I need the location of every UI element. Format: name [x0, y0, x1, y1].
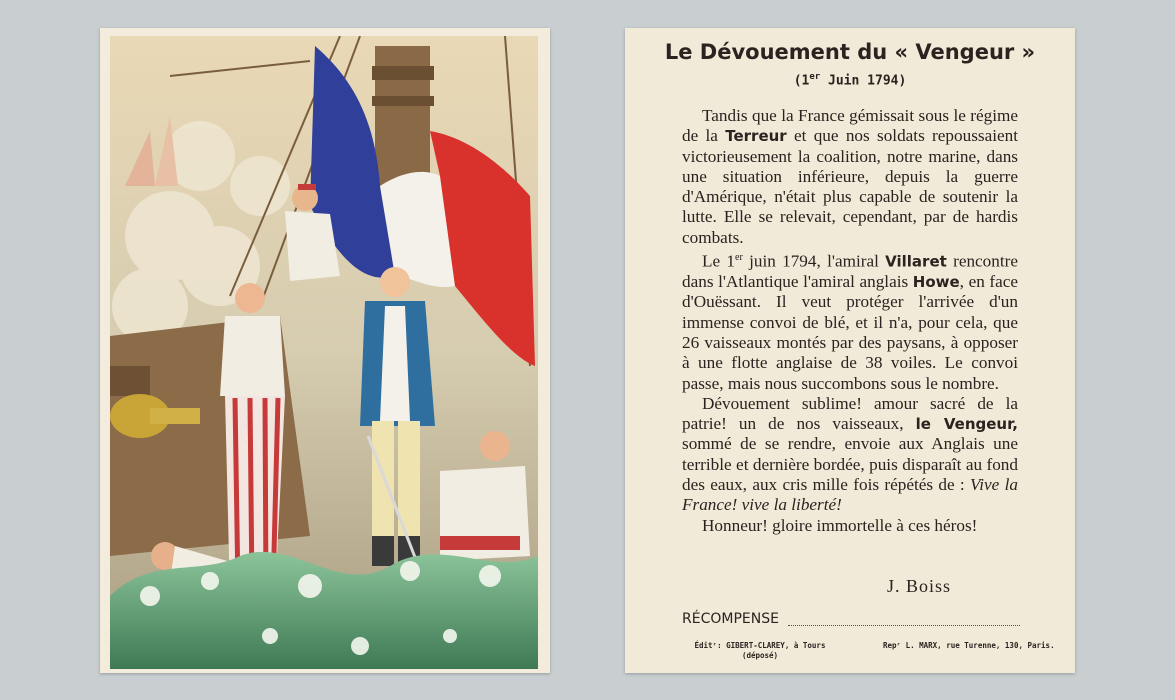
- reward-label: RÉCOMPENSE: [682, 611, 779, 627]
- naval-battle-illustration: [110, 36, 538, 669]
- paragraph-honneur: Honneur! gloire immortelle à ces héros!: [702, 515, 978, 535]
- card-date: (1er Juin 1794): [793, 72, 907, 89]
- publisher-credit: [680, 641, 840, 661]
- back-card-text: [625, 28, 1075, 673]
- deposit-line: (déposé): [741, 651, 779, 660]
- printer-credit: Repʳ L. MARX, rue Turenne, 130, Paris.: [883, 641, 1055, 650]
- front-card-illustration: [100, 28, 550, 673]
- author-signature: J. Boiss: [887, 576, 952, 596]
- card-title: Le Dévouement du « Vengeur »: [664, 40, 1036, 64]
- publisher-line: Éditʳ: GIBERT-CLAREY, à Tours: [694, 641, 826, 650]
- paragraph-vengeur: Dévouement sublime! amour sacré de la patrie! un de nos vaisseaux, le Vengeur, sommé de se rendre, envoie aux Anglais une terrible et dernière bordée, puis disparaît au fond des eaux, aux cris mille fois répétés de : Vive la France! vive la liberté!: [682, 393, 1019, 515]
- paragraph-villaret: Le 1er juin 1794, l'amiral Villaret rencontre dans l'Atlantique l'amiral anglais Howe, en face d'Ouëssant. Il veut protéger l'arrivée d'un immense convoi de blé, et il n'a, pour cela, que 26 vaisseaux montés par des paysans, à opposer à une flotte anglaise de 38 voiles. Le convoi passe, mais nous succombons sous le nombre.: [682, 251, 1018, 393]
- paragraph-terreur: Tandis que la France gémissait sous le régime de la Terreur et que nos soldats repoussaient victorieusement la coalition, notre marine, dans une situation inférieure, depuis la guerre d'Amérique, n'était plus capable de soutenir la lutte. Elle se relevait, cependant, par de hardis combats.: [682, 106, 1018, 247]
- reward-dotted-line: [788, 625, 1020, 626]
- back-card-content: [625, 28, 1075, 673]
- story-text: [682, 106, 1018, 536]
- sailor-striped-trousers: [220, 283, 285, 596]
- sea-waves: [110, 552, 538, 669]
